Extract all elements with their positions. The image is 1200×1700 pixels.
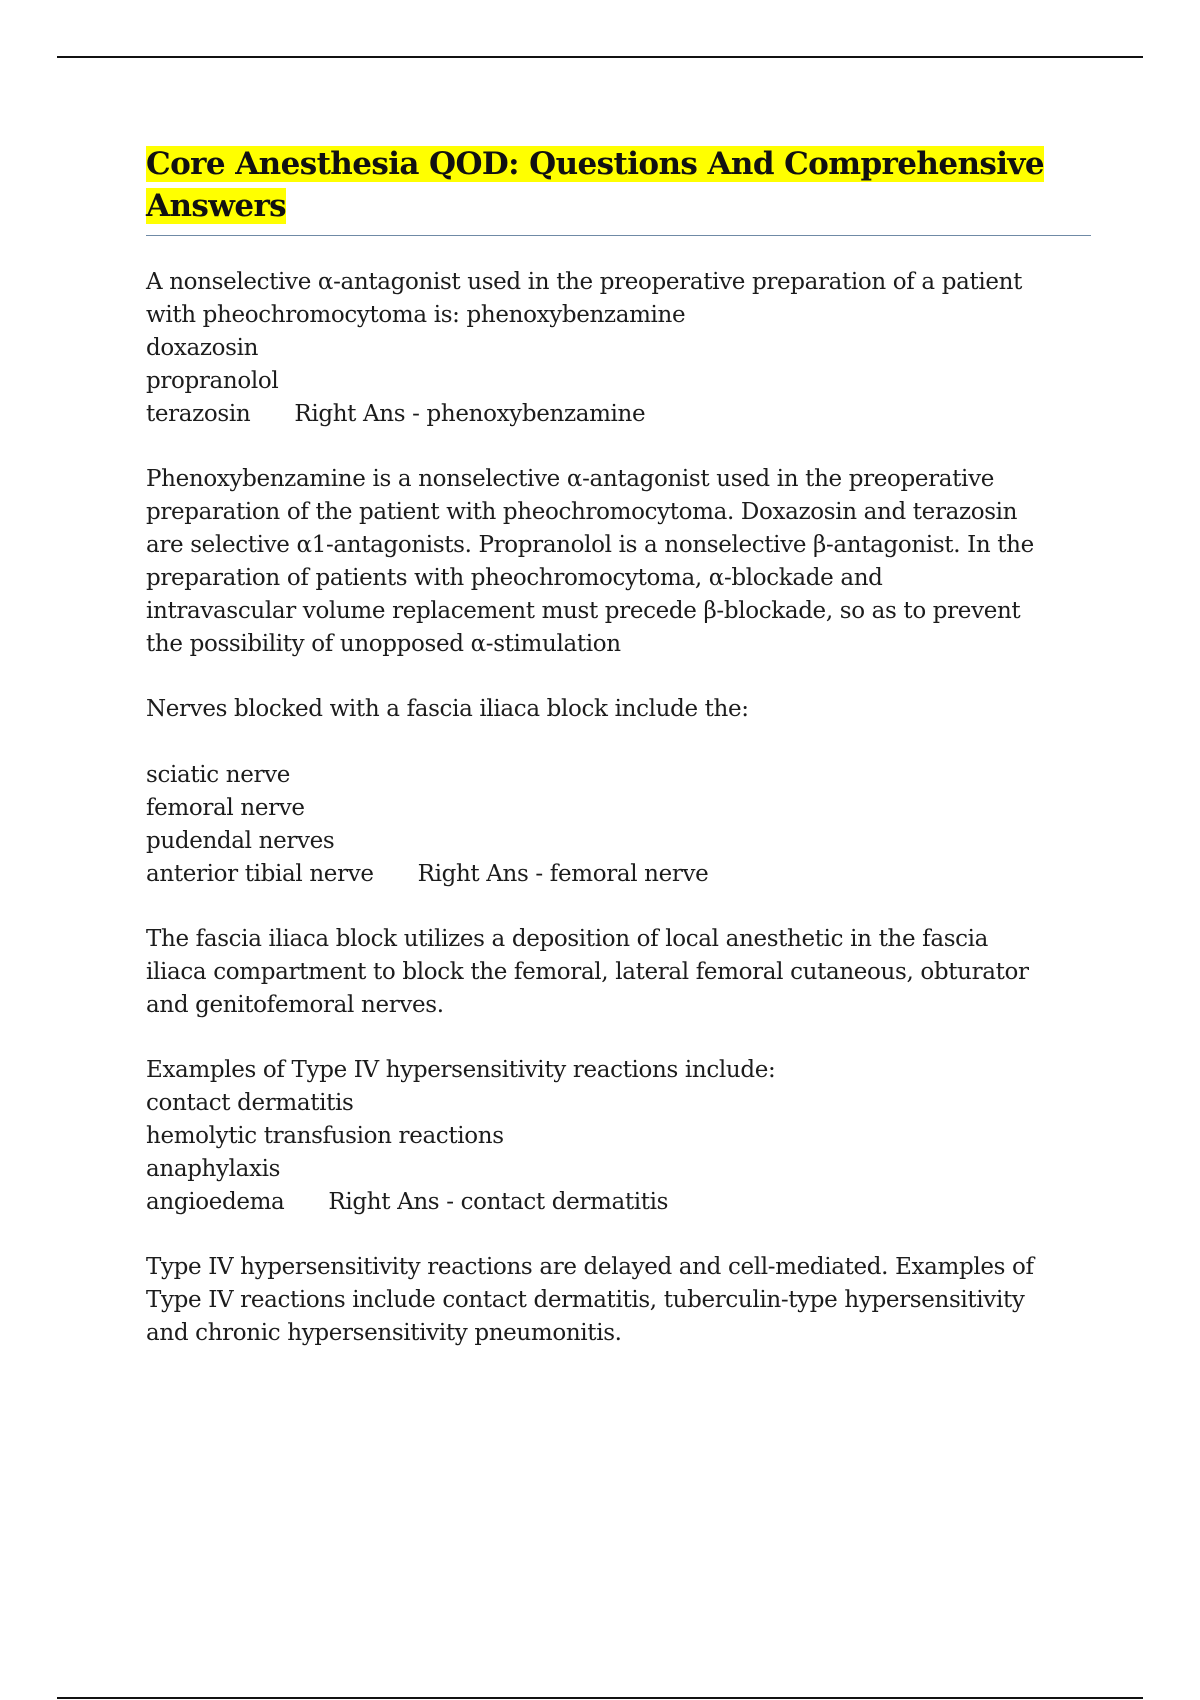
explanation-line: and chronic hypersensitivity pneumonitis. [146,1320,622,1346]
answer-option: hemolytic transfusion reactions [146,1123,504,1149]
explanation-line: the possibility of unopposed α-stimulation [146,631,621,657]
explanation-1 [146,463,1091,661]
question-text: with pheochromocytoma is: phenoxybenzamine [146,302,686,328]
page-top-rule [57,56,1143,58]
answer-option: terazosin [146,401,251,427]
answer-option-last [146,1186,1091,1219]
explanation-3 [146,1251,1091,1350]
question-2 [146,693,1091,891]
explanation-line: Type IV hypersensitivity reactions are delayed and cell-mediated. Examples of [146,1254,1034,1280]
document-page [146,143,1091,1382]
explanation-line: intravascular volume replacement must precede β-blockade, so as to prevent [146,598,1021,624]
answer-option: doxazosin [146,335,259,361]
answer-option: anaphylaxis [146,1156,281,1182]
question-text: A nonselective α-antagonist used in the preoperative preparation of a patient [146,269,1022,295]
answer-option-last [146,858,1091,891]
answer-option: sciatic nerve [146,762,291,788]
explanation-line: iliaca compartment to block the femoral, lateral femoral cutaneous, obturator [146,959,1029,985]
answer-option: anterior tibial nerve [146,861,374,887]
explanation-line: preparation of the patient with pheochromocytoma. Doxazosin and terazosin [146,499,1018,525]
question-text: Nerves blocked with a fascia iliaca block include the: [146,696,749,722]
explanation-line: are selective α1-antagonists. Propranolol is a nonselective β-antagonist. In the [146,532,1034,558]
question-1 [146,266,1091,431]
explanation-line: Type IV reactions include contact dermatitis, tuberculin-type hypersensitivity [146,1287,1025,1313]
question-text: Examples of Type IV hypersensitivity reactions include: [146,1057,776,1083]
question-3 [146,1054,1091,1219]
explanation-line: The fascia iliaca block utilizes a deposition of local anesthetic in the fascia [146,926,989,952]
correct-answer: Right Ans - contact dermatitis [328,1189,669,1215]
answer-option: femoral nerve [146,795,305,821]
explanation-line: and genitofemoral nerves. [146,992,444,1018]
page-bottom-rule [57,1697,1143,1699]
answer-option: propranolol [146,368,279,394]
document-title: Core Anesthesia QOD: Questions And Comprehensive Answers [146,146,1044,224]
explanation-2 [146,923,1091,1022]
explanation-line: preparation of patients with pheochromocytoma, α-blockade and [146,565,883,591]
spacer [146,726,1091,759]
title-block [146,143,1091,236]
answer-option: contact dermatitis [146,1090,354,1116]
answer-option-last [146,398,1091,431]
answer-option: angioedema [146,1189,285,1215]
answer-option: pudendal nerves [146,828,335,854]
correct-answer: Right Ans - phenoxybenzamine [294,401,646,427]
explanation-line: Phenoxybenzamine is a nonselective α-antagonist used in the preoperative [146,466,994,492]
correct-answer: Right Ans - femoral nerve [417,861,709,887]
